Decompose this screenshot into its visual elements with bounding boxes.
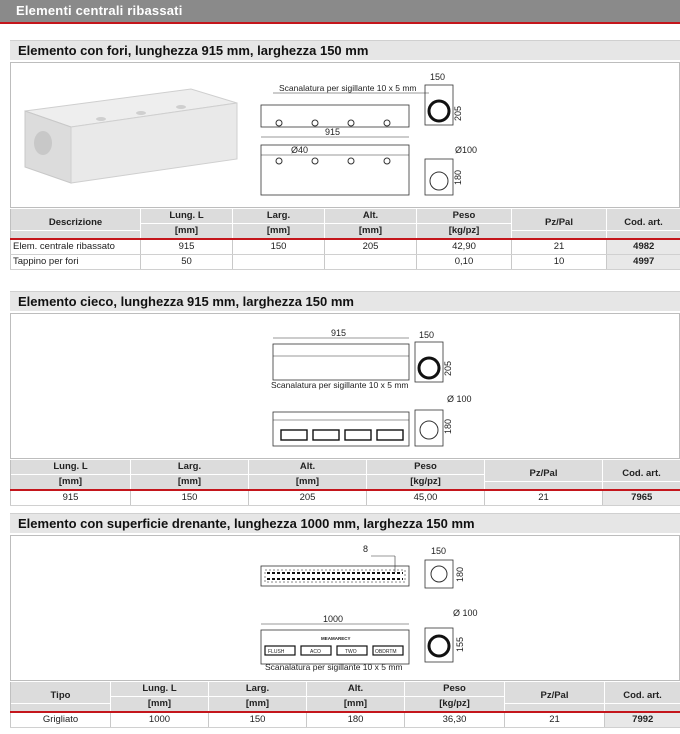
- height-dim-2: 205: [443, 360, 453, 376]
- width-dim-2: 150: [419, 330, 435, 340]
- col-header: Lung. L [mm]: [111, 682, 209, 713]
- grating-slots: [265, 570, 405, 582]
- col-header: Tipo: [11, 682, 111, 713]
- technical-drawing-drenante: [11, 536, 679, 680]
- drawing-drenante: [10, 535, 680, 681]
- slot-dim: 8: [363, 544, 369, 554]
- page-title: Elementi centrali ribassati: [0, 0, 680, 22]
- groove-label-2: Scanalatura per sigillante 10 x 5 mm: [271, 380, 409, 390]
- section-title-drenante: Elemento con superficie drenante, lunghezza 1000 mm, larghezza 150 mm: [10, 513, 680, 533]
- plate-label: ACO: [310, 649, 321, 655]
- plate-label: FLUSH: [268, 649, 285, 655]
- groove-label-3: Scanalatura per sigillante 10 x 5 mm: [265, 662, 403, 672]
- col-header: Peso [kg/pz]: [367, 460, 485, 491]
- plate-label: OBDRTM: [375, 649, 397, 655]
- length-dim-2: 915: [331, 328, 347, 338]
- brand-label: MEAMARECY: [321, 636, 351, 641]
- table-row: 915 150 205 45,00 21 7965: [11, 490, 680, 506]
- col-header: Cod. art.: [607, 209, 680, 240]
- col-header: Descrizione: [11, 209, 141, 240]
- product-render-fori: [25, 89, 237, 183]
- col-header: Larg. [mm]: [209, 682, 307, 713]
- groove-label-1: Scanalatura per sigillante 10 x 5 mm: [279, 83, 417, 93]
- drawing-cieco: [10, 313, 680, 459]
- height-dim-1: 205: [453, 105, 463, 121]
- plate-label: TWO: [345, 649, 357, 655]
- inner-dim-2: Ø 100: [447, 394, 472, 404]
- col-header: Cod. art.: [603, 460, 680, 491]
- table-row: Grigliato 1000 150 180 36,30 21 7992: [11, 712, 680, 728]
- spec-table-fori: [10, 208, 680, 270]
- height-top-dim: 180: [455, 566, 465, 582]
- length-dim-3: 1000: [323, 614, 344, 624]
- col-header: Peso [kg/pz]: [417, 209, 512, 240]
- width-dim-1: 150: [430, 72, 446, 82]
- col-header: Pz/Pal: [512, 209, 607, 240]
- inner-dim-3: Ø 100: [453, 608, 478, 618]
- table-row: Tappino per fori 50 0,10 10 4997: [11, 255, 680, 270]
- col-header: Larg. [mm]: [131, 460, 249, 491]
- inner-height-dim-2: 180: [443, 418, 453, 434]
- col-header: Alt. [mm]: [307, 682, 405, 713]
- spec-table-cieco: [10, 459, 680, 506]
- inner-height-dim-3: 155: [455, 636, 465, 652]
- col-header: Lung. L [mm]: [11, 460, 131, 491]
- col-header: Cod. art.: [605, 682, 680, 713]
- col-header: Alt. [mm]: [249, 460, 367, 491]
- inner-dim-1: Ø100: [455, 145, 478, 155]
- col-header: Peso [kg/pz]: [405, 682, 505, 713]
- drawing-fori: [10, 62, 680, 208]
- length-dim-1: 915: [325, 127, 341, 137]
- technical-drawing-fori: [11, 63, 679, 207]
- table-row: Elem. centrale ribassato 915 150 205 42,90 21 4982: [11, 239, 680, 255]
- inner-height-dim-1: 180: [453, 169, 463, 185]
- section-title-fori: Elemento con fori, lunghezza 915 mm, larghezza 150 mm: [10, 40, 680, 60]
- technical-drawing-cieco: [11, 314, 679, 458]
- spec-table-drenante: [10, 681, 680, 728]
- section-title-cieco: Elemento cieco, lunghezza 915 mm, larghezza 150 mm: [10, 291, 680, 311]
- col-header: Lung. L [mm]: [141, 209, 233, 240]
- hole-dim: Ø40: [291, 145, 309, 155]
- col-header: Alt. [mm]: [325, 209, 417, 240]
- col-header: Pz/Pal: [505, 682, 605, 713]
- col-header: Pz/Pal: [485, 460, 603, 491]
- width-dim-3: 150: [431, 546, 447, 556]
- col-header: Larg. [mm]: [233, 209, 325, 240]
